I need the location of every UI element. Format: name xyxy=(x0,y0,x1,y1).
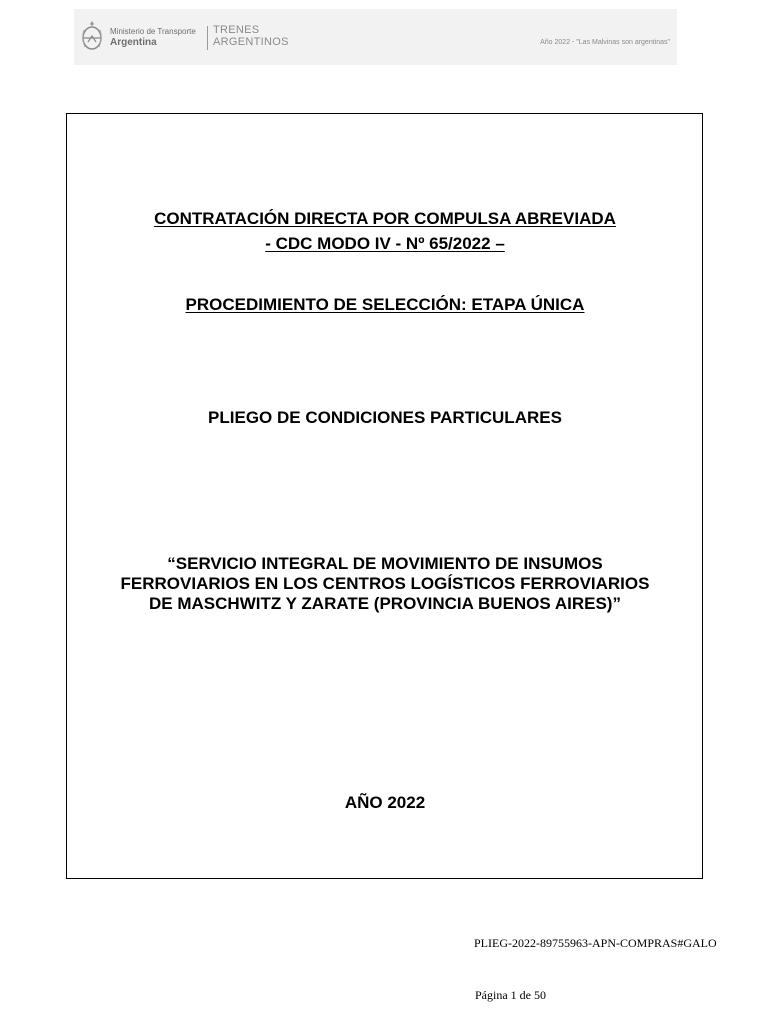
brand-line-1: TRENES xyxy=(213,24,260,36)
document-id: PLIEG-2022-89755963-APN-COMPRAS#GALO xyxy=(474,936,717,950)
trenes-argentinos-logo xyxy=(213,24,289,48)
ministry-country: Argentina xyxy=(110,37,157,48)
page-number: Página 1 de 50 xyxy=(475,988,546,1002)
service-title-line-3: DE MASCHWITZ Y ZARATE (PROVINCIA BUENOS AIRES)” xyxy=(149,594,621,613)
year-motto: Año 2022 - "Las Malvinas son argentinas" xyxy=(540,39,670,46)
brand-line-2: ARGENTINOS xyxy=(213,36,289,48)
procurement-number: - CDC MODO IV - Nº 65/2022 – xyxy=(265,234,505,253)
cover-year: AÑO 2022 xyxy=(344,793,426,812)
letterhead xyxy=(74,9,677,65)
selection-procedure: PROCEDIMIENTO DE SELECCIÓN: ETAPA ÚNICA xyxy=(185,295,585,314)
document-type: PLIEGO DE CONDICIONES PARTICULARES xyxy=(208,408,562,427)
ministry-logo-text xyxy=(110,26,196,48)
logo-divider xyxy=(207,26,208,50)
service-title-line-2: FERROVIARIOS EN LOS CENTROS LOGÍSTICOS FERROVIARIOS xyxy=(120,574,650,593)
argentina-coat-of-arms-icon xyxy=(80,20,104,52)
service-title-line-1: “SERVICIO INTEGRAL DE MOVIMIENTO DE INSUMOS xyxy=(167,554,603,573)
procurement-title: CONTRATACIÓN DIRECTA POR COMPULSA ABREVIADA xyxy=(154,209,616,228)
ministry-name: Ministerio de Transporte xyxy=(110,27,196,36)
